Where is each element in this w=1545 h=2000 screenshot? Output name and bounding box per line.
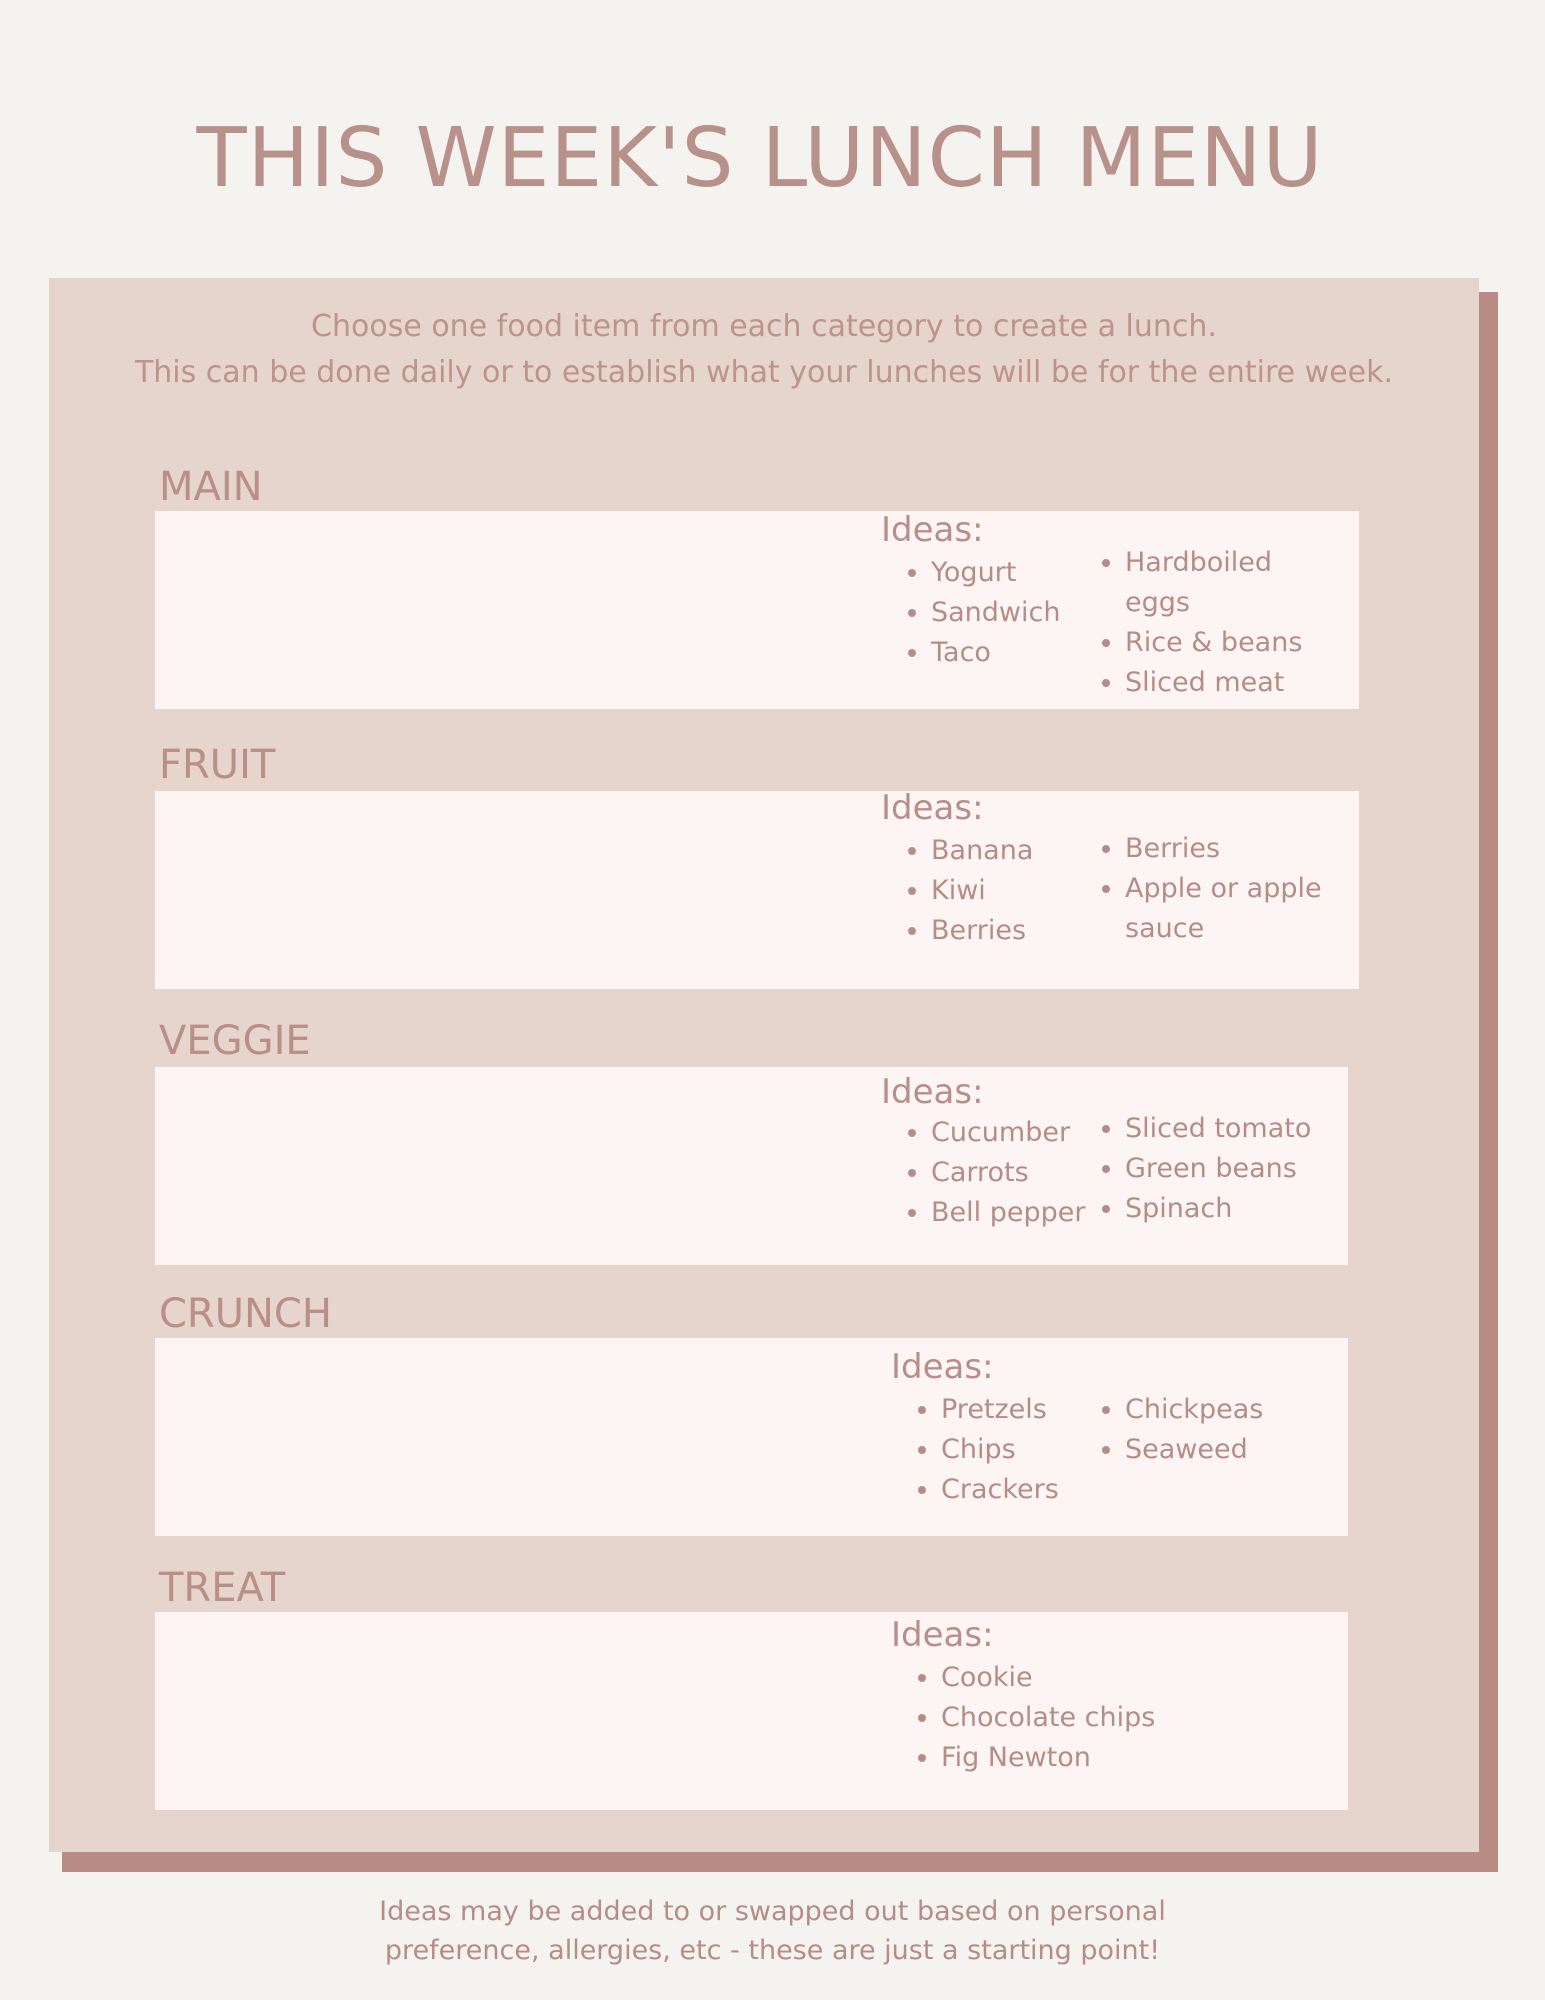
list-item: • Chocolate chips bbox=[941, 1698, 1181, 1738]
ideas-list-col1 bbox=[893, 1390, 1091, 1510]
list-item: • Sandwich bbox=[931, 593, 1071, 633]
list-item: • Crackers bbox=[941, 1470, 1091, 1510]
footer-line-2: preference, allergies, etc - these are just a starting point! bbox=[384, 1935, 1161, 1966]
list-item: • Berries bbox=[931, 911, 1071, 951]
list-item: • Taco bbox=[931, 633, 1071, 673]
list-item: • Sliced meat bbox=[1125, 663, 1335, 703]
category-label-fruit: FRUIT bbox=[159, 742, 276, 788]
ideas-list-col2 bbox=[1077, 1109, 1365, 1229]
ideas-list-col2 bbox=[1077, 1390, 1325, 1470]
category-box-treat[interactable] bbox=[155, 1612, 1348, 1810]
list-item: • Seaweed bbox=[1125, 1430, 1325, 1470]
list-item: • Pretzels bbox=[941, 1390, 1091, 1430]
ideas-list-col1 bbox=[883, 553, 1071, 673]
list-item: • Chickpeas bbox=[1125, 1390, 1325, 1430]
list-item: • Spinach bbox=[1125, 1189, 1365, 1229]
list-item: • Cookie bbox=[941, 1658, 1181, 1698]
list-item: • Apple or apple sauce bbox=[1125, 869, 1325, 949]
intro-line-2: This can be done daily or to establish what your lunches will be for the entire week. bbox=[134, 355, 1394, 390]
ideas-label: Ideas: bbox=[881, 510, 984, 550]
page-title: THIS WEEK'S LUNCH MENU bbox=[196, 111, 1324, 206]
ideas-list-col2 bbox=[1077, 543, 1335, 703]
intro-line-1: Choose one food item from each category to create a lunch. bbox=[311, 309, 1217, 344]
intro-text bbox=[49, 304, 1479, 396]
list-item: • Kiwi bbox=[931, 871, 1071, 911]
category-box-veggie[interactable] bbox=[155, 1067, 1348, 1265]
list-item: • Carrots bbox=[931, 1153, 1101, 1193]
ideas-label: Ideas: bbox=[891, 1347, 994, 1387]
category-label-crunch: CRUNCH bbox=[159, 1291, 332, 1337]
list-item: • Banana bbox=[931, 831, 1071, 871]
list-item: • Yogurt bbox=[931, 553, 1071, 593]
ideas-label: Ideas: bbox=[881, 1072, 984, 1112]
footer-note bbox=[0, 1892, 1545, 1970]
list-item: • Chips bbox=[941, 1430, 1091, 1470]
category-box-main[interactable] bbox=[155, 511, 1359, 709]
category-label-treat: TREAT bbox=[159, 1565, 286, 1611]
list-item: • Bell pepper bbox=[931, 1193, 1101, 1233]
ideas-list-col1 bbox=[883, 1113, 1101, 1233]
list-item: • Hardboiled eggs bbox=[1125, 543, 1335, 623]
footer-line-1: Ideas may be added to or swapped out based on personal bbox=[379, 1896, 1166, 1927]
list-item: • Rice & beans bbox=[1125, 623, 1335, 663]
list-item: • Cucumber bbox=[931, 1113, 1101, 1153]
category-label-veggie: VEGGIE bbox=[159, 1018, 311, 1064]
list-item: • Green beans bbox=[1125, 1149, 1365, 1189]
list-item: • Fig Newton bbox=[941, 1738, 1181, 1778]
ideas-list-col2 bbox=[1077, 829, 1325, 949]
list-item: • Sliced tomato bbox=[1125, 1109, 1365, 1149]
ideas-label: Ideas: bbox=[891, 1615, 994, 1655]
ideas-list-col1 bbox=[893, 1658, 1181, 1778]
category-box-crunch[interactable] bbox=[155, 1338, 1348, 1536]
ideas-list-col1 bbox=[883, 831, 1071, 951]
list-item: • Berries bbox=[1125, 829, 1325, 869]
menu-card bbox=[49, 278, 1479, 1852]
category-label-main: MAIN bbox=[159, 464, 263, 510]
ideas-label: Ideas: bbox=[881, 788, 984, 828]
category-box-fruit[interactable] bbox=[155, 788, 1359, 989]
